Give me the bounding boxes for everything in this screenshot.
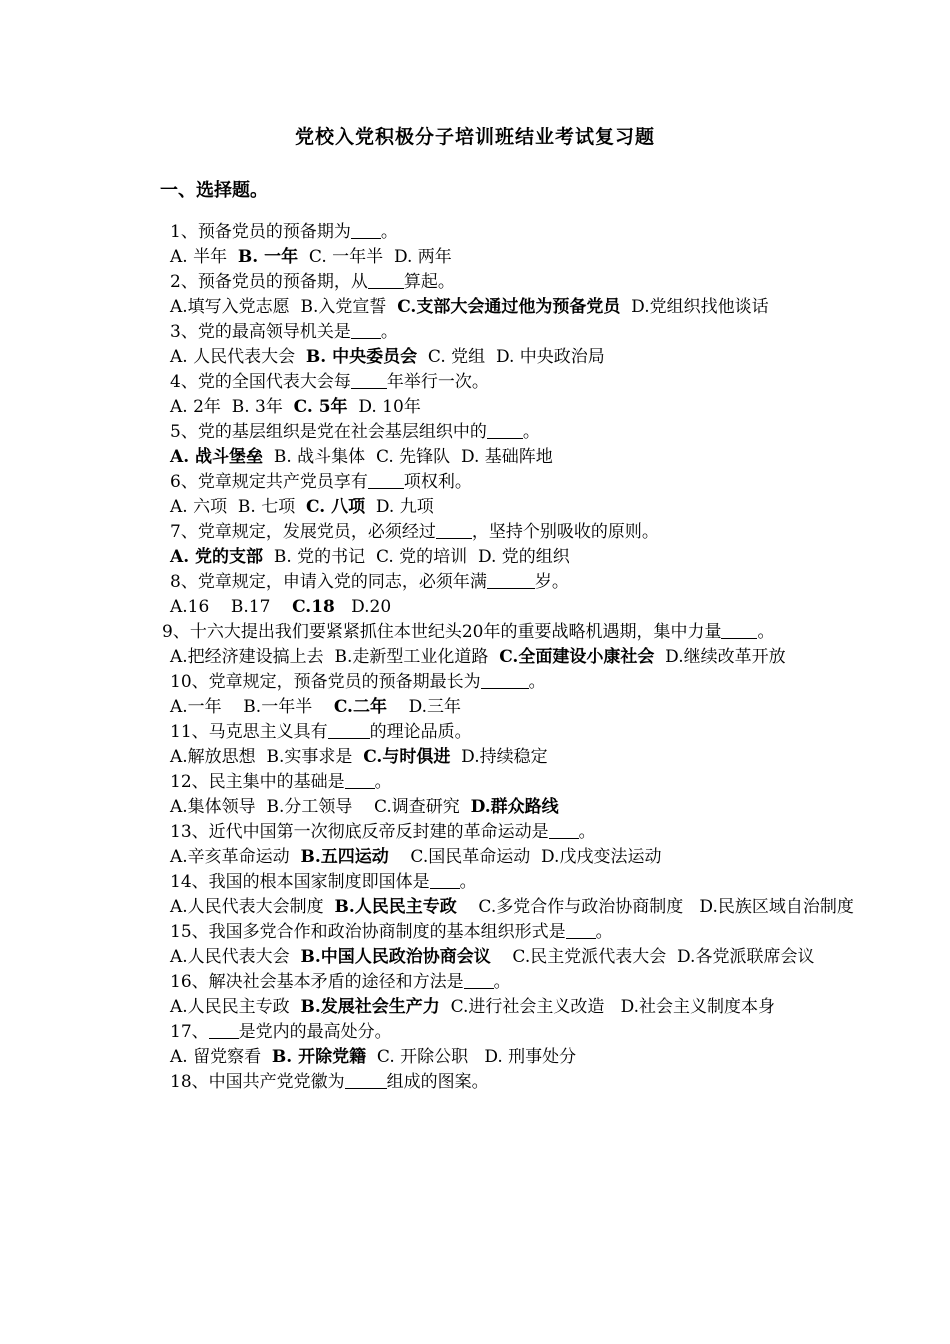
question-text [170,770,795,795]
question-prompt: 15、我国多党合作和政治协商制度的基本组织形式是 [170,922,566,942]
question-text [170,370,795,395]
answer-option: B. 党的书记 C. 党的培训 D. 党的组织 [263,547,570,567]
correct-answer-option: B.发展社会生产力 [300,997,440,1017]
question-text [170,920,795,945]
answer-options [170,695,795,720]
question-text [170,570,795,595]
correct-answer-option: C. 5年 [293,397,348,417]
answer-options [170,595,795,620]
question-prompt: 6、党章规定共产党员享有 [170,472,368,492]
section-heading: 一、选择题。 [160,180,268,201]
question-suffix: 年举行一次。 [386,372,489,392]
answer-blank [209,1022,239,1039]
correct-answer-option: A. 战斗堡垒 [170,447,264,467]
correct-answer-option: B. 中央委员会 [305,347,418,367]
question-prompt: 4、党的全国代表大会每 [170,372,351,392]
answer-option: D.党组织找他谈话 [620,297,769,317]
answer-option: D.持续稳定 [450,747,548,767]
answer-options [170,845,795,870]
answer-options [170,495,795,520]
question-suffix: ，坚持个别吸收的原则。 [471,522,659,542]
question-list [162,220,854,1095]
answer-blank [436,522,472,539]
question-prompt: 13、近代中国第一次彻底反帝反封建的革命运动是 [170,822,549,842]
question-text [170,670,795,695]
answer-options [170,795,795,820]
question-suffix: 是党内的最高处分。 [238,1022,392,1042]
question-suffix: 。 [595,922,613,942]
correct-answer-option: C.全面建设小康社会 [499,647,655,667]
question-text [170,220,795,245]
question-suffix: 。 [578,822,596,842]
question-suffix: 组成的图案。 [386,1072,489,1092]
answer-options [170,545,795,570]
answer-option: A.解放思想 B.实事求是 [170,747,364,767]
answer-options [170,245,795,270]
question-prompt: 14、我国的根本国家制度即国体是 [170,872,430,892]
question-text [162,620,795,645]
answer-option: D.20 [334,597,392,617]
answer-option: D.继续改革开放 [654,647,786,667]
answer-option: A.集体领导 B.分工领导 C.调查研究 [170,797,471,817]
answer-option: A.人民代表大会制度 [170,897,335,917]
answer-options [170,445,795,470]
question-prompt: 18、中国共产党党徽为 [170,1072,345,1092]
question-text [170,320,795,345]
answer-option: D. 10年 [347,397,421,417]
question-text [170,470,795,495]
question-prompt: 10、党章规定，预备党员的预备期最长为 [170,672,481,692]
question-text [170,520,795,545]
correct-answer-option: B.五四运动 [300,847,389,867]
question-suffix: 。 [380,222,398,242]
answer-blank [368,272,404,289]
question-text [170,270,795,295]
question-prompt: 8、党章规定，申请入党的同志，必须年满 [170,572,487,592]
question-prompt: 17、 [170,1022,209,1042]
question-prompt: 12、民主集中的基础是 [170,772,345,792]
answer-option: A. 六项 B. 七项 [170,497,306,517]
answer-options [170,395,795,420]
correct-answer-option: B.中国人民政治协商会议 [300,947,491,967]
answer-option: A.16 B.17 [170,597,293,617]
answer-option: C. 党组 D. 中央政治局 [417,347,605,367]
answer-option: A.把经济建设搞上去 B.走新型工业化道路 [170,647,500,667]
correct-answer-option: C. 八项 [306,497,366,517]
question-suffix: 。 [528,672,546,692]
answer-options [170,995,795,1020]
answer-options [170,295,795,320]
answer-option: A. 人民代表大会 [170,347,306,367]
question-prompt: 3、党的最高领导机关是 [170,322,351,342]
question-suffix: 。 [380,322,398,342]
question-suffix: 。 [459,872,477,892]
question-suffix: 算起。 [403,272,455,292]
correct-answer-option: B. 一年 [237,247,299,267]
question-prompt: 5、党的基层组织是党在社会基层组织中的 [170,422,487,442]
correct-answer-option: C.18 [292,597,335,617]
question-suffix: 。 [374,772,392,792]
answer-option: C.进行社会主义改造 D.社会主义制度本身 [439,997,776,1017]
answer-option: A.人民代表大会 [170,947,301,967]
answer-blank [345,1072,387,1089]
question-suffix: 的理论品质。 [369,722,472,742]
answer-options [170,945,815,970]
question-prompt: 1、预备党员的预备期为 [170,222,351,242]
answer-blank [566,922,596,939]
answer-option: A.一年 B.一年半 [170,697,334,717]
answer-option: C. 一年半 D. 两年 [298,247,452,267]
question-suffix: 岁。 [534,572,569,592]
answer-options [170,1045,795,1070]
answer-blank [345,772,375,789]
answer-blank [430,872,460,889]
question-text [170,720,795,745]
correct-answer-option: A. 党的支部 [170,547,264,567]
answer-option: A. 2年 B. 3年 [170,397,294,417]
correct-answer-option: C.支部大会通过他为预备党员 [397,297,621,317]
answer-option: A.人民民主专政 [170,997,301,1017]
answer-option: A. 留党察看 [170,1047,272,1067]
answer-blank [351,372,387,389]
question-suffix: 。 [757,622,775,642]
question-prompt: 2、预备党员的预备期，从 [170,272,368,292]
answer-options [170,645,795,670]
question-prompt: 16、解决社会基本矛盾的途径和方法是 [170,972,464,992]
answer-options [170,345,795,370]
answer-blank [549,822,579,839]
question-text [170,1020,795,1045]
answer-blank [464,972,494,989]
answer-option: D. 九项 [365,497,434,517]
answer-options [170,745,795,770]
answer-option: C. 开除公职 D. 刑事处分 [366,1047,577,1067]
question-text [170,870,795,895]
answer-options [170,895,854,920]
answer-blank [487,572,535,589]
answer-blank [351,222,381,239]
correct-answer-option: D.群众路线 [470,797,559,817]
correct-answer-option: B.人民民主专政 [334,897,457,917]
question-prompt: 11、马克思主义具有 [170,722,328,742]
answer-option: C.民主党派代表大会 D.各党派联席会议 [490,947,815,967]
page-title: 党校入党积极分子培训班结业考试复习题 [294,126,655,148]
answer-option: C.多党合作与政治协商制度 D.民族区域自治制度 [456,897,854,917]
answer-option: A. 半年 [170,247,238,267]
answer-blank [487,422,523,439]
question-text [170,820,795,845]
answer-blank [721,622,757,639]
question-text [170,1070,795,1095]
answer-blank [368,472,404,489]
question-text [170,420,795,445]
answer-option: D.三年 [386,697,462,717]
answer-blank [328,722,370,739]
question-suffix: 项权利。 [403,472,472,492]
answer-blank [481,672,529,689]
question-suffix: 。 [522,422,540,442]
answer-option: A.填写入党志愿 B.入党宣誓 [170,297,398,317]
answer-option: A.辛亥革命运动 [170,847,301,867]
answer-blank [351,322,381,339]
answer-option: C.国民革命运动 D.戊戌变法运动 [388,847,662,867]
question-text [170,970,795,995]
correct-answer-option: B. 开除党籍 [271,1047,367,1067]
question-prompt: 9、十六大提出我们要紧紧抓住本世纪头20年的重要战略机遇期，集中力量 [162,622,722,642]
question-suffix: 。 [493,972,511,992]
correct-answer-option: C.与时俱进 [363,747,451,767]
answer-option: B. 战斗集体 C. 先锋队 D. 基础阵地 [263,447,553,467]
question-prompt: 7、党章规定，发展党员，必须经过 [170,522,436,542]
correct-answer-option: C.二年 [333,697,387,717]
